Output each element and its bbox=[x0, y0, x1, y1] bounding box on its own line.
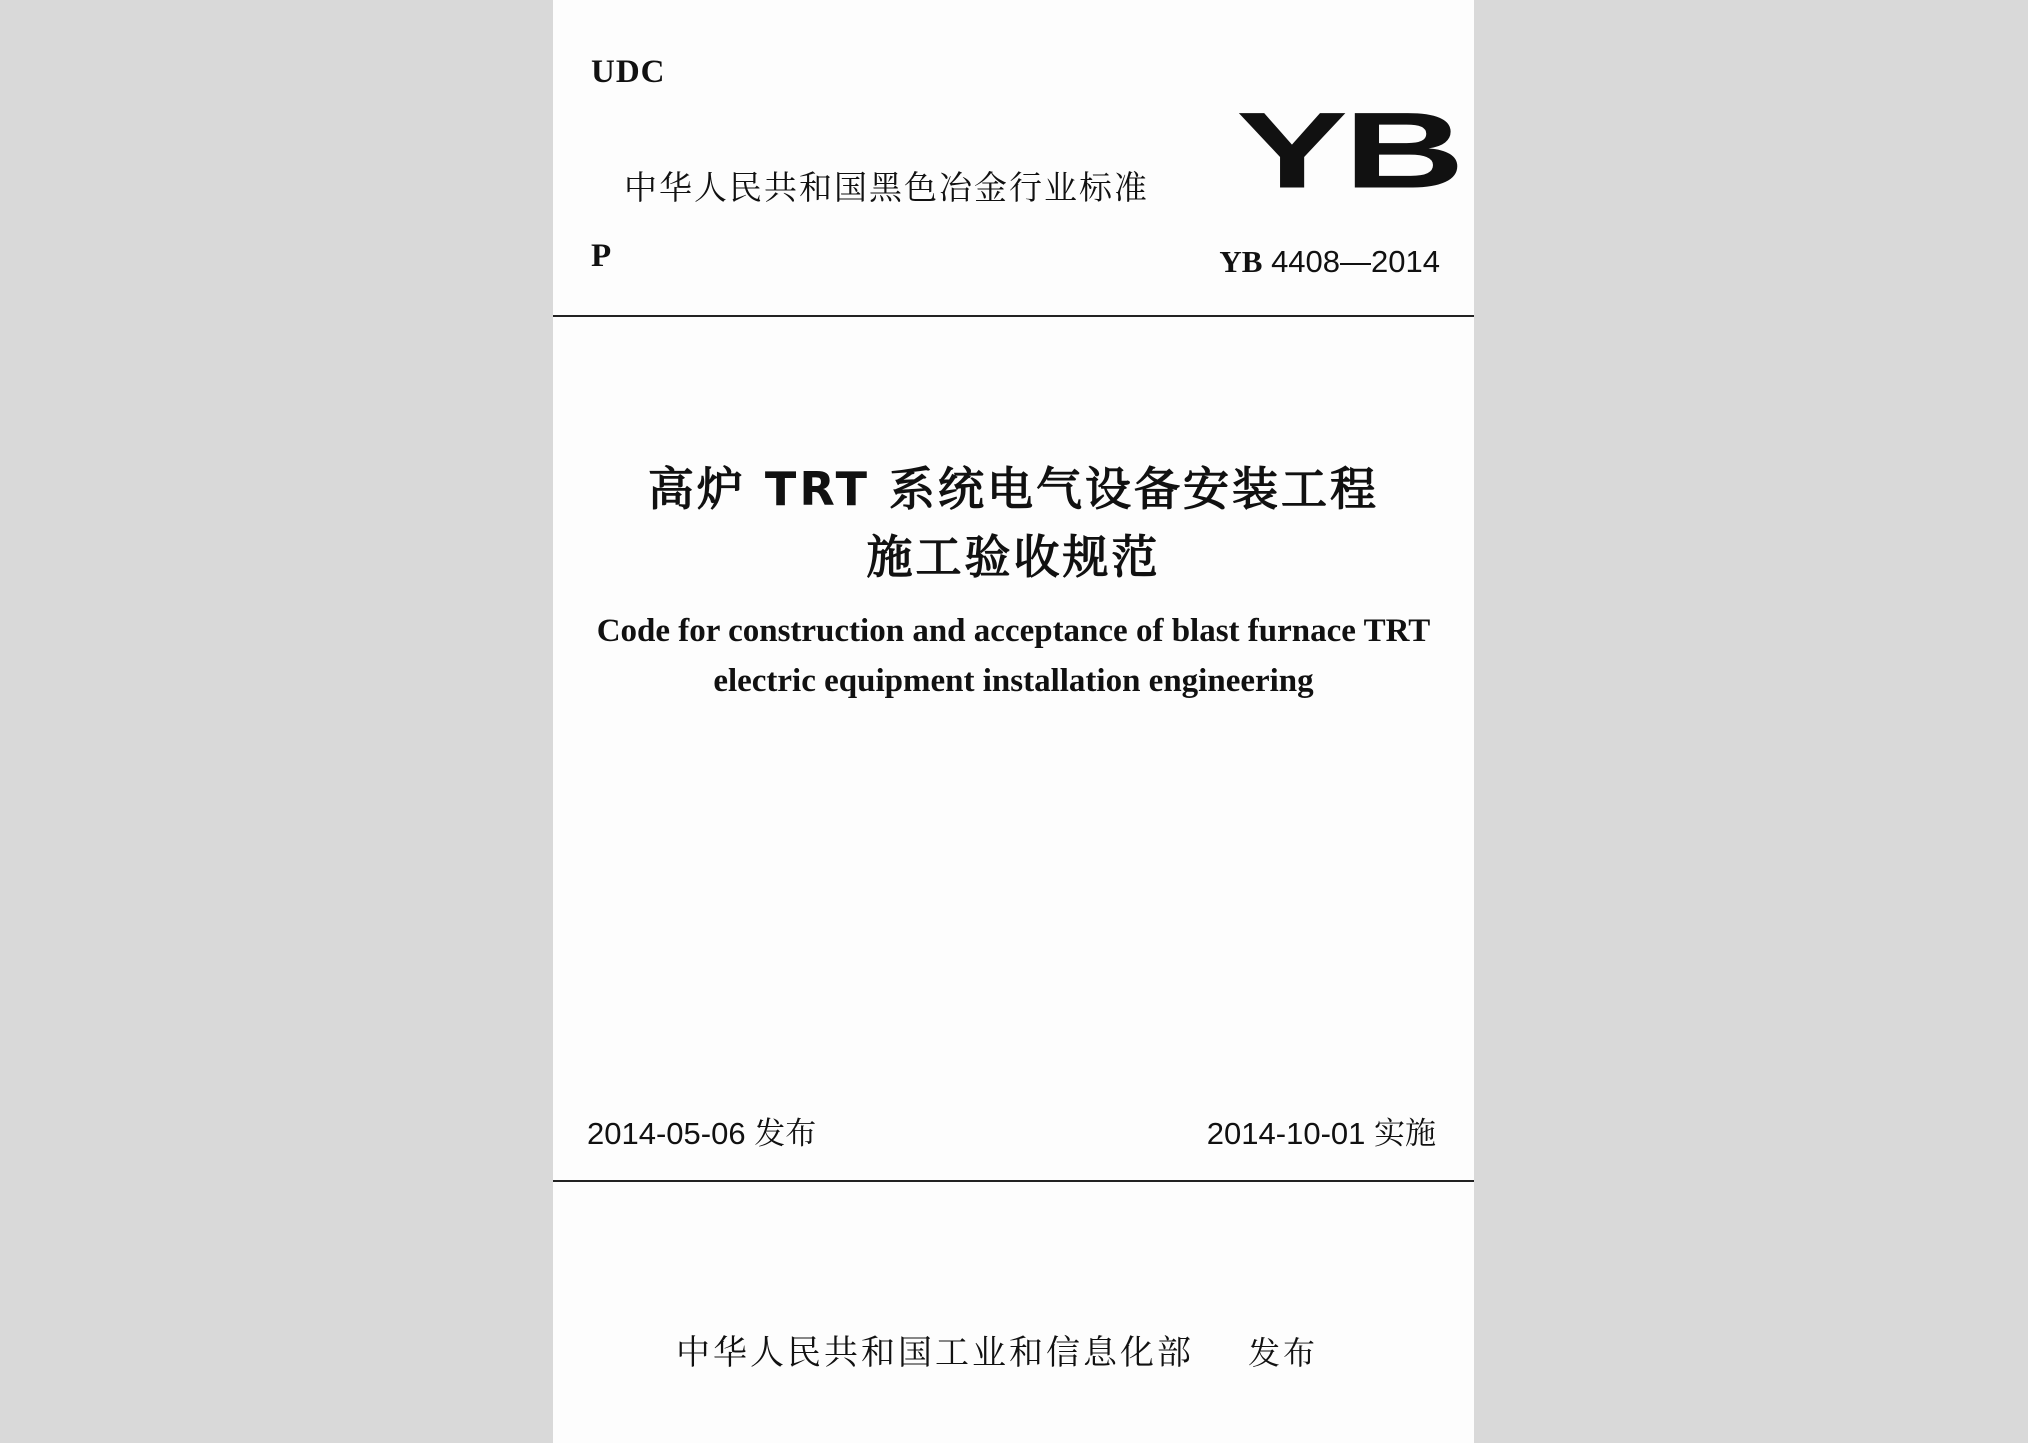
classification-code: P bbox=[591, 238, 612, 274]
bottom-divider bbox=[553, 1180, 1474, 1182]
standard-number bbox=[1219, 244, 1440, 280]
publisher-action: 发布 bbox=[1248, 1334, 1319, 1372]
implementation-date-value: 2014-10-01 bbox=[1206, 1116, 1366, 1151]
title-chinese-line-1: 高炉 TRT 系统电气设备安装工程 bbox=[647, 462, 1380, 516]
title-english-line-2: electric equipment installation engineering bbox=[713, 663, 1314, 699]
top-divider bbox=[553, 315, 1474, 317]
implementation-date-label: 实施 bbox=[1374, 1116, 1436, 1152]
title-english-line-1: Code for construction and acceptance of blast furnace TRT bbox=[596, 613, 1431, 649]
udc-label: UDC bbox=[591, 54, 666, 90]
implementation-date bbox=[1207, 1108, 1436, 1153]
standard-prefix: YB bbox=[1219, 244, 1263, 279]
yb-logo: YB bbox=[1236, 89, 1461, 211]
issue-date-value: 2014-05-06 bbox=[587, 1116, 746, 1151]
publisher-name: 中华人民共和国工业和信息化部 bbox=[676, 1333, 1194, 1373]
standard-number-value: 4408—2014 bbox=[1271, 244, 1440, 279]
publisher bbox=[676, 1325, 1318, 1374]
title-english bbox=[553, 606, 1474, 706]
title-chinese-line-2: 施工验收规范 bbox=[866, 530, 1161, 584]
title-chinese bbox=[553, 455, 1474, 591]
cover-page bbox=[553, 0, 1474, 1443]
issue-date bbox=[587, 1108, 816, 1153]
issue-date-label: 发布 bbox=[754, 1116, 817, 1152]
standard-category-title: 中华人民共和国黑色冶金行业标准 bbox=[624, 168, 1149, 207]
